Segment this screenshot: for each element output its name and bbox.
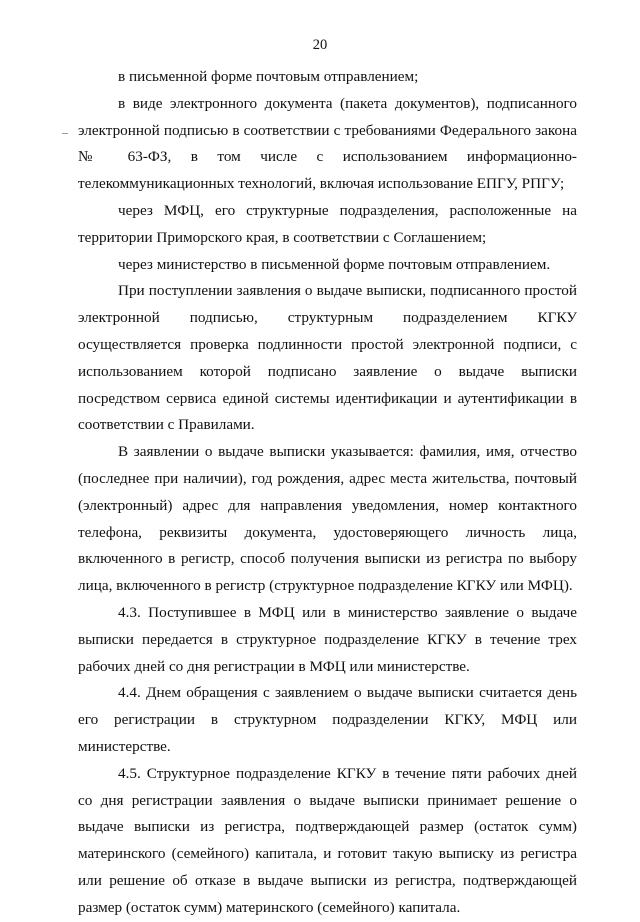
paragraph-electronic-document: в виде электронного документа (пакета документов), подписанного электронной подписью в соответствии с требованиями Федерального закона № 63-ФЗ, в том числе с использованием информационно-телекоммуникационных технологий, включая использование ЕПГУ, РПГУ;: [78, 94, 577, 193]
paragraph-4-5: 4.5. Структурное подразделение КГКУ в течение пяти рабочих дней со дня регистрации заявления о выдаче выписки принимает решение о выдаче выписки из регистра, подтверждающей размер (остаток сумм) материнского (семейного) капитала, и готовит такую выписку из регистра или решение об отказе в выдаче выписки из регистра, подтверждающей размер (остаток сумм) материнского (семейного) капитала.: [78, 764, 577, 916]
paragraph-4-3: 4.3. Поступившее в МФЦ или в министерство заявление о выдаче выписки передается в структурное подразделение КГКУ в течение трех рабочих дней со дня регистрации в МФЦ или министерстве.: [78, 603, 577, 675]
page-number: 20: [312, 37, 328, 53]
paragraph-signature-verification: При поступлении заявления о выдаче выписки, подписанного простой электронной подписью, структурным подразделением КГКУ осуществляется проверка подлинности простой электронной подписи, с использованием которой подписано заявление о выдаче выписки посредством сервиса единой системы идентификации и аутентификации в соответствии с Правилами.: [78, 282, 577, 434]
paragraph-application-contents: В заявлении о выдаче выписки указывается: фамилия, имя, отчество (последнее при наличии), год рождения, адрес места жительства, почтовый (электронный) адрес для направления уведомления, номер контактного телефона, реквизиты документа, удостоверяющего личность лица, включенного в регистр, способ получения выписки из регистра по выбору лица, включенного в регистр (структурное подразделение КГКУ или МФЦ).: [78, 443, 577, 595]
paragraph-via-ministry: через министерство в письменной форме почтовым отправлением.: [118, 255, 551, 273]
margin-mark: [62, 133, 68, 134]
paragraph-via-mfc: через МФЦ, его структурные подразделения, расположенные на территории Приморского края, в соответствии с Соглашением;: [78, 201, 577, 246]
paragraph-4-4: 4.4. Днем обращения с заявлением о выдаче выписки считается день его регистрации в структурном подразделении КГКУ, МФЦ или министерстве.: [78, 684, 577, 755]
document-body: [78, 64, 577, 922]
paragraph-postal-written: в письменной форме почтовым отправлением;: [118, 68, 419, 85]
